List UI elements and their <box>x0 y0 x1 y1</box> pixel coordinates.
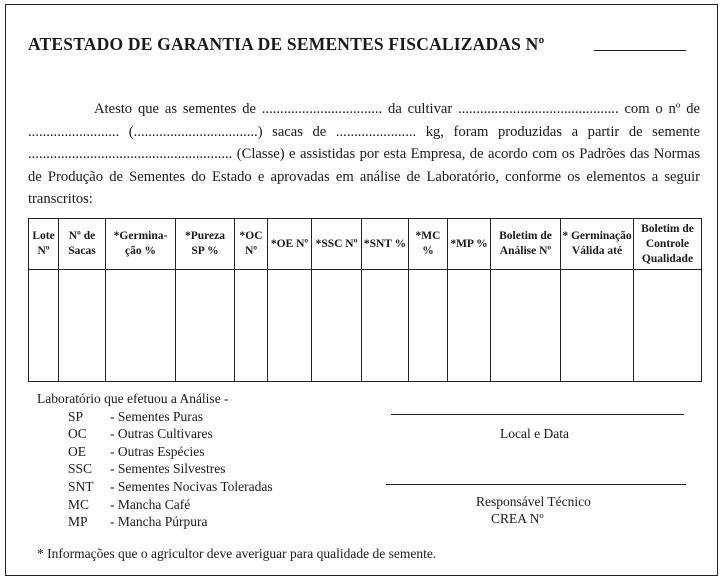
list-item <box>37 460 229 478</box>
legend-desc: - Sementes Puras <box>110 408 203 424</box>
local-data-line[interactable] <box>391 414 684 415</box>
cell-germinacao[interactable] <box>106 270 176 382</box>
table-row <box>29 270 702 382</box>
legend-desc: - Mancha Café <box>110 496 191 512</box>
legend-desc: - Outras Espécies <box>110 443 205 459</box>
col-germinacao: *Germina-ção % <box>106 219 176 270</box>
cell-boletim-controle[interactable] <box>634 270 702 382</box>
list-item <box>37 425 229 443</box>
cell-mp[interactable] <box>448 270 491 382</box>
responsavel-label: Responsável Técnico <box>476 494 591 509</box>
col-mc: *MC % <box>409 219 448 270</box>
cell-germinacao-valida[interactable] <box>561 270 634 382</box>
legend-abbr: SNT <box>68 478 94 494</box>
legend-desc: - Outras Cultivares <box>110 426 213 442</box>
legend-abbr: OE <box>68 443 86 459</box>
attestation-paragraph <box>28 98 700 211</box>
col-boletim-analise: Boletim de Análise Nº <box>491 219 561 270</box>
cell-sacas[interactable] <box>59 270 106 382</box>
footnote: * Informações que o agricultor deve averiguar para qualidade de semente. <box>37 546 437 561</box>
col-germinacao-valida: * Germinação Válida até <box>561 219 634 270</box>
col-sacas: Nº de Sacas <box>59 219 106 270</box>
legend-heading: Laboratório que efetuou a Análise - <box>37 391 229 406</box>
cell-lote[interactable] <box>29 270 59 382</box>
col-ssc: *SSC Nº <box>312 219 362 270</box>
col-boletim-controle: Boletim de Controle Qualidade <box>634 219 702 270</box>
cell-mc[interactable] <box>409 270 448 382</box>
legend-abbr: SP <box>68 408 84 424</box>
legend-abbr: OC <box>68 426 87 442</box>
signature-line[interactable] <box>386 484 686 485</box>
legend-desc: - Sementes Silvestres <box>110 461 226 477</box>
cell-pureza[interactable] <box>176 270 235 382</box>
table-header-row <box>29 219 702 270</box>
crea-label: CREA Nº <box>491 511 544 526</box>
attestation-text: Atesto que as sementes de ................................. da cultivar ............................................ com o nº de ......................... (..................................) sacas de ...................... kg, foram produzidas a partir de semente ........................................................ (Classe) e assistidas por esta Empresa, de acordo com os Padrões das Normas de Produção de Sementes do Estado e aprovadas em análise de Laboratório, conforme os elementos a seguir transcritos: <box>28 101 700 207</box>
cell-oe[interactable] <box>268 270 312 382</box>
form-title: ATESTADO DE GARANTIA DE SEMENTES FISCALIZADAS Nº <box>28 34 545 54</box>
local-data-label: Local e Data <box>500 426 569 441</box>
list-item <box>37 478 273 496</box>
cell-snt[interactable] <box>362 270 409 382</box>
legend-abbr: SSC <box>68 461 93 477</box>
certificate-number-blank[interactable] <box>594 50 686 51</box>
col-lote: Lote Nº <box>29 219 59 270</box>
legend-abbr: MP <box>68 514 88 530</box>
col-snt: *SNT % <box>362 219 409 270</box>
legend-desc: - Sementes Nocivas Toleradas <box>110 478 273 494</box>
col-pureza: *Pureza SP % <box>176 219 235 270</box>
list-item <box>37 408 229 426</box>
cell-ssc[interactable] <box>312 270 362 382</box>
legend-abbr: MC <box>68 496 90 512</box>
col-mp: *MP % <box>448 219 491 270</box>
col-oe: *OE Nº <box>268 219 312 270</box>
col-oc: *OC Nº <box>235 219 268 270</box>
cell-boletim-analise[interactable] <box>491 270 561 382</box>
legend-desc: - Mancha Púrpura <box>110 514 208 530</box>
list-item <box>37 513 229 531</box>
cell-oc[interactable] <box>235 270 268 382</box>
abbreviation-legend <box>37 390 273 531</box>
list-item <box>37 443 229 461</box>
list-item <box>37 496 229 514</box>
analysis-table <box>28 218 702 382</box>
